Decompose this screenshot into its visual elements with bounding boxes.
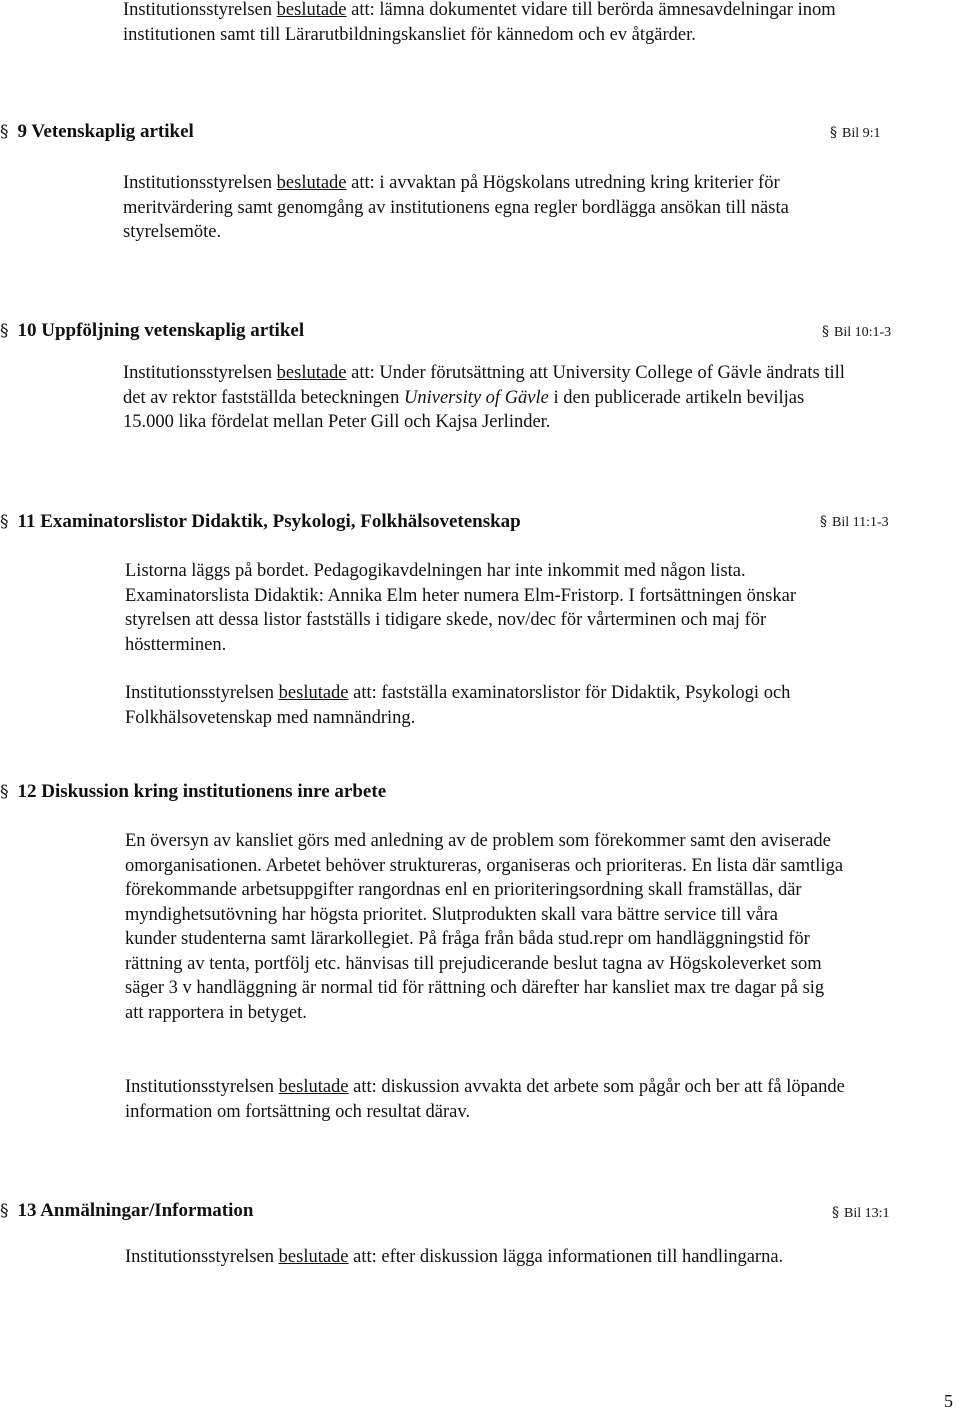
section-mark: §	[0, 122, 9, 142]
top-paragraph	[123, 0, 836, 47]
text-line: Institutionsstyrelsen beslutade att: fastställa examinatorslistor för Didaktik, Psykologi och	[125, 683, 791, 703]
section-11-paragraph-1	[125, 559, 796, 657]
section-13-body	[125, 1245, 783, 1270]
bil-reference-10: § Bil 10:1-3	[822, 324, 892, 340]
beslutade-link: beslutade	[276, 363, 347, 383]
section-heading-12: § 12 Diskussion kring institutionens inre arbete	[0, 781, 387, 802]
bil-reference-13: § Bil 13:1	[832, 1205, 890, 1221]
section-12-paragraph-1	[125, 829, 843, 1025]
text-line: En översyn av kansliet görs med anledning av de problem som förekommer samt den aviserade	[125, 831, 831, 851]
text-line: Examinatorslista Didaktik: Annika Elm heter numera Elm-Fristorp. I fortsättningen önskar	[125, 585, 796, 606]
text-line: kunder studenterna samt lärarkollegiet. På fråga från båda stud.repr om handläggningstid för	[125, 929, 810, 949]
text-line: styrelsemöte.	[123, 222, 222, 242]
text-line: säger 3 v handläggning är normal tid för rättning och därefter har kansliet max tre dagar på sig	[125, 978, 825, 998]
text-line: Folkhälsovetenskap med namnändring.	[125, 707, 416, 728]
text-line: myndighetsutövning har högsta prioritet. Slutprodukten skall vara bättre service till våra	[125, 904, 778, 925]
beslutade-link: beslutade	[278, 1247, 349, 1267]
section-heading-11: § 11 Examinatorslistor Didaktik, Psykologi, Folkhälsovetenskap	[0, 511, 521, 532]
text-line: Institutionsstyrelsen beslutade att: Under förutsättning att University College of Gävle ändrats till	[123, 363, 845, 383]
text-line: 15.000 lika fördelat mellan Peter Gill och Kajsa Jerlinder.	[123, 412, 551, 432]
text-line: det av rektor fastställda beteckningen University of Gävle i den publicerade artikeln beviljas	[123, 387, 805, 408]
text-line: omorganisationen. Arbetet behöver struktureras, organiseras och prioriteras. En lista där samtliga	[125, 855, 844, 876]
section-12-paragraph-2	[125, 1075, 845, 1124]
section-11-paragraph-2	[125, 681, 790, 730]
beslutade-link: beslutade	[278, 1077, 349, 1097]
section-heading-13: § 13 Anmälningar/Information	[0, 1200, 254, 1221]
page-number: 5	[944, 1391, 953, 1411]
text-line: Institutionsstyrelsen beslutade att: diskussion avvakta det arbete som pågår och ber att få löpande	[125, 1077, 845, 1097]
text-line: styrelsen att dessa listor fastställs i tidigare skede, nov/dec för vårterminen och maj för	[125, 610, 767, 630]
text-line: information om fortsättning och resultat därav.	[125, 1101, 471, 1122]
text-line: förekommande arbetsuppgifter rangordnas enl en prioriteringsordning skall framställas, där	[125, 880, 802, 900]
section-mark: §	[0, 1201, 9, 1221]
text-line: Listorna läggs på bordet. Pedagogikavdelningen har inte inkommit med någon lista.	[125, 561, 746, 581]
beslutade-link: beslutade	[278, 683, 349, 703]
section-heading-10: § 10 Uppföljning vetenskaplig artikel	[0, 320, 305, 341]
section-heading-9: § 9 Vetenskaplig artikel	[0, 121, 194, 142]
text-line: rättning av tenta, portfölj etc. hänvisas till prejudicerande beslut tagna av Högskoleverket som	[125, 953, 822, 974]
text-line: Institutionsstyrelsen beslutade att: i avvaktan på Högskolans utredning kring kriterier för	[123, 173, 780, 193]
text-line: institutionen samt till Lärarutbildningskansliet för kännedom och ev åtgärder.	[123, 24, 696, 45]
text-line: Institutionsstyrelsen beslutade att: efter diskussion lägga informationen till handlingarna.	[125, 1247, 784, 1267]
text-line: höstterminen.	[125, 634, 227, 655]
section-mark: §	[0, 321, 9, 341]
bil-reference-11: § Bil 11:1-3	[820, 514, 889, 530]
bil-reference-9: § Bil 9:1	[830, 125, 881, 141]
beslutade-link: beslutade	[276, 173, 347, 193]
text-line: meritvärdering samt genomgång av institutionens egna regler bordlägga ansökan till nästa	[123, 197, 789, 218]
section-10-body	[123, 361, 845, 435]
section-mark: §	[0, 782, 9, 802]
beslutade-link: beslutade	[276, 0, 347, 20]
section-mark: §	[0, 512, 9, 532]
text-line: Institutionsstyrelsen beslutade att: lämna dokumentet vidare till berörda ämnesavdelningar inom	[123, 0, 836, 20]
section-9-body	[123, 171, 789, 245]
text-line: att rapportera in betyget.	[125, 1002, 307, 1023]
